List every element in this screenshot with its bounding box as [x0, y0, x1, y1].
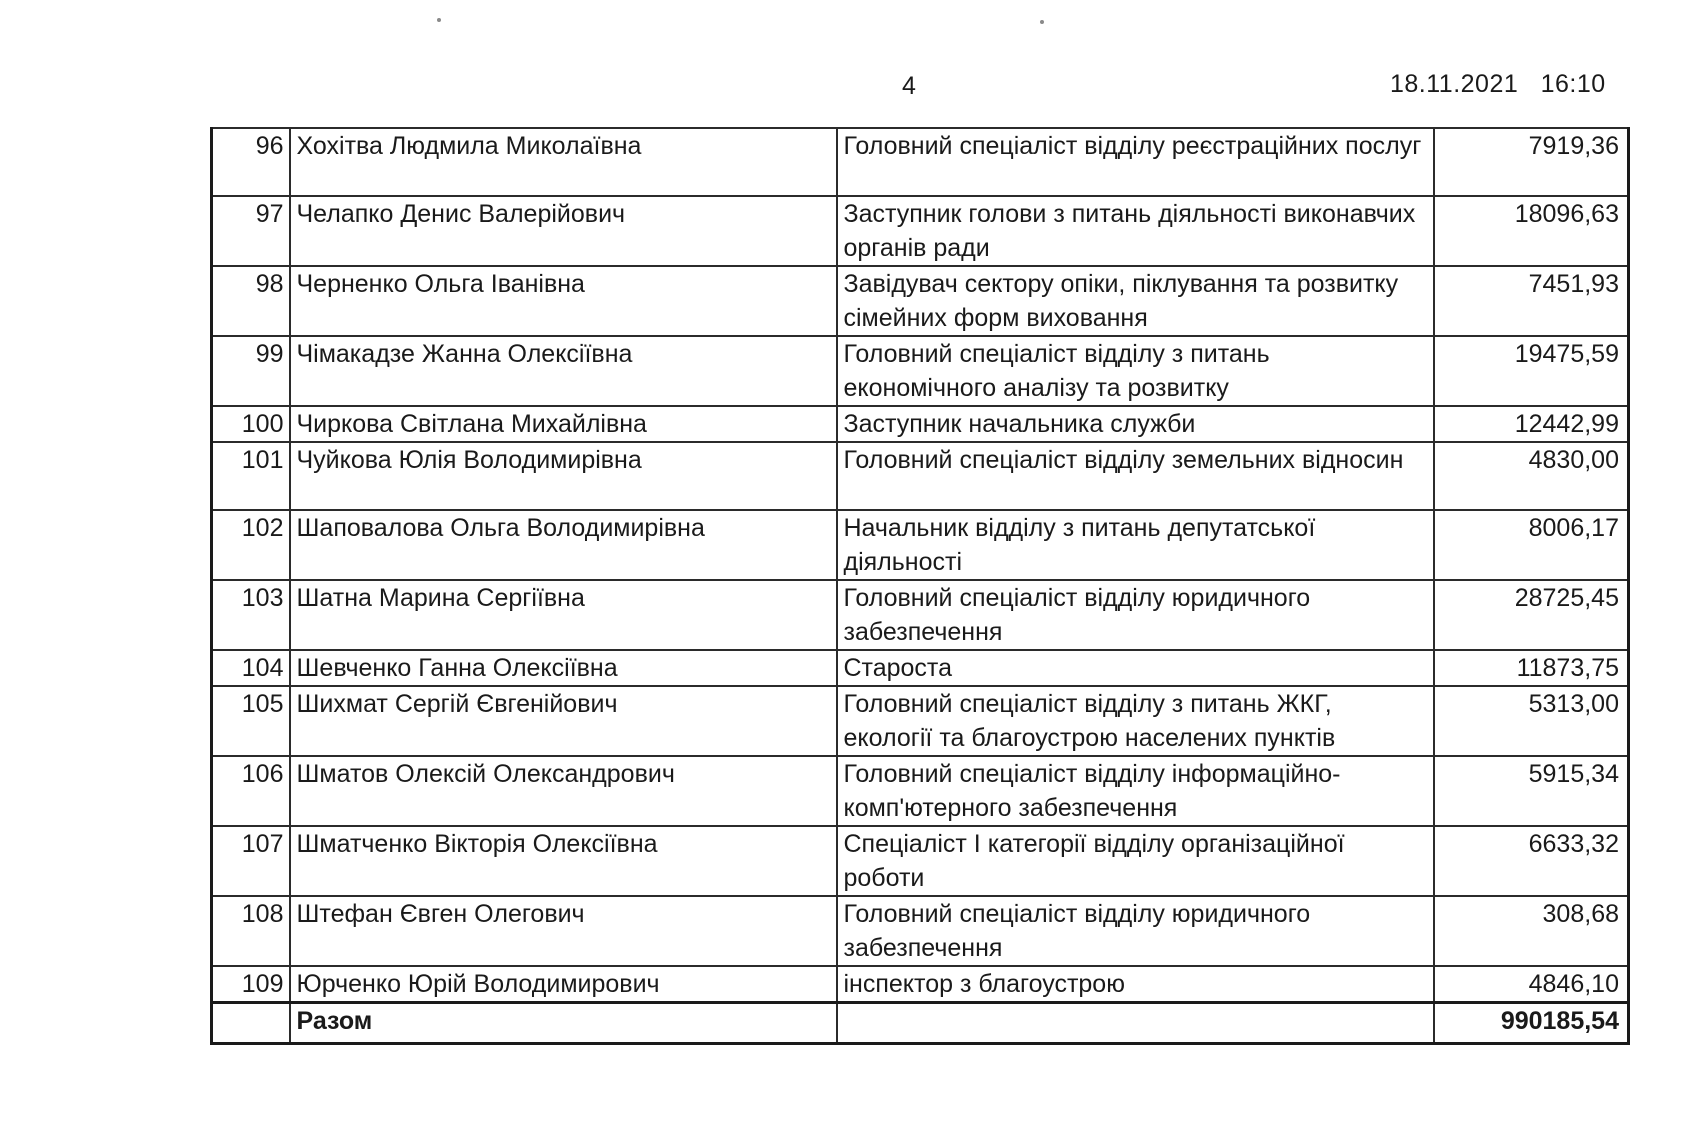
- employee-name: Шматов Олексій Олександрович: [290, 756, 837, 826]
- employee-position: Головний спеціаліст відділу з питань ЖКГ, екології та благоустрою населених пунктів: [837, 686, 1434, 756]
- employee-position: Завідувач сектору опіки, піклування та розвитку сімейних форм виховання: [837, 266, 1434, 336]
- employee-position: Головний спеціаліст відділу юридичного забезпечення: [837, 580, 1434, 650]
- employee-name: Хохітва Людмила Миколаївна: [290, 128, 837, 196]
- row-number: 105: [212, 686, 290, 756]
- payment-amount: 7919,36: [1434, 128, 1629, 196]
- row-number: 99: [212, 336, 290, 406]
- row-number: 104: [212, 650, 290, 686]
- table-row: [212, 266, 1629, 336]
- payment-amount: 19475,59: [1434, 336, 1629, 406]
- employee-name: Шатна Марина Сергіївна: [290, 580, 837, 650]
- table-row: [212, 756, 1629, 826]
- employee-name: Шматченко Вікторія Олексіївна: [290, 826, 837, 896]
- row-number: 106: [212, 756, 290, 826]
- total-amount: 990185,54: [1434, 1003, 1629, 1044]
- payment-amount: 28725,45: [1434, 580, 1629, 650]
- table-row: [212, 686, 1629, 756]
- payment-amount: 8006,17: [1434, 510, 1629, 580]
- row-number: 102: [212, 510, 290, 580]
- table-row: [212, 650, 1629, 686]
- table-row: [212, 128, 1629, 196]
- employee-position: Головний спеціаліст відділу земельних відносин: [837, 442, 1434, 510]
- row-number: 96: [212, 128, 290, 196]
- payment-amount: 5313,00: [1434, 686, 1629, 756]
- employee-name: Чімакадзе Жанна Олексіївна: [290, 336, 837, 406]
- total-position-cell: [837, 1003, 1434, 1044]
- total-label: Разом: [290, 1003, 837, 1044]
- employee-position: Начальник відділу з питань депутатської діяльності: [837, 510, 1434, 580]
- employee-position: Головний спеціаліст відділу з питань економічного аналізу та розвитку: [837, 336, 1434, 406]
- payment-amount: 18096,63: [1434, 196, 1629, 266]
- payment-amount: 4830,00: [1434, 442, 1629, 510]
- employee-position: Заступник начальника служби: [837, 406, 1434, 442]
- payment-amount: 12442,99: [1434, 406, 1629, 442]
- payment-amount: 6633,32: [1434, 826, 1629, 896]
- employee-name: Чуйкова Юлія Володимирівна: [290, 442, 837, 510]
- row-number: 101: [212, 442, 290, 510]
- table-row: [212, 966, 1629, 1003]
- employee-name: Шихмат Сергій Євгенійович: [290, 686, 837, 756]
- employee-name: Шевченко Ганна Олексіївна: [290, 650, 837, 686]
- row-number: 109: [212, 966, 290, 1003]
- payment-amount: 11873,75: [1434, 650, 1629, 686]
- table-row: [212, 580, 1629, 650]
- employee-position: Спеціаліст І категорії відділу організаційної роботи: [837, 826, 1434, 896]
- table-row: [212, 826, 1629, 896]
- row-number: 107: [212, 826, 290, 896]
- scan-speck: [1040, 20, 1044, 24]
- total-number-cell: [212, 1003, 290, 1044]
- employee-position: Староста: [837, 650, 1434, 686]
- employee-position: Заступник голови з питань діяльності виконавчих органів ради: [837, 196, 1434, 266]
- table-row: [212, 510, 1629, 580]
- scan-speck: [437, 18, 441, 22]
- row-number: 100: [212, 406, 290, 442]
- row-number: 103: [212, 580, 290, 650]
- employee-position: інспектор з благоустрою: [837, 966, 1434, 1003]
- employee-name: Черненко Ольга Іванівна: [290, 266, 837, 336]
- payment-amount: 5915,34: [1434, 756, 1629, 826]
- table-row: [212, 196, 1629, 266]
- table-row: [212, 896, 1629, 966]
- employee-name: Челапко Денис Валерійович: [290, 196, 837, 266]
- employee-name: Чиркова Світлана Михайлівна: [290, 406, 837, 442]
- row-number: 108: [212, 896, 290, 966]
- total-row: [212, 1003, 1629, 1044]
- table-row: [212, 336, 1629, 406]
- employee-position: Головний спеціаліст відділу юридичного забезпечення: [837, 896, 1434, 966]
- employee-name: Штефан Євген Олегович: [290, 896, 837, 966]
- page-number: 4: [902, 72, 916, 100]
- salary-table: [210, 127, 1627, 1045]
- payment-amount: 4846,10: [1434, 966, 1629, 1003]
- row-number: 98: [212, 266, 290, 336]
- employee-position: Головний спеціаліст відділу реєстраційних послуг: [837, 128, 1434, 196]
- employee-name: Шаповалова Ольга Володимирівна: [290, 510, 837, 580]
- row-number: 97: [212, 196, 290, 266]
- table-row: [212, 442, 1629, 510]
- salary-table-grid: [210, 127, 1630, 1045]
- employee-position: Головний спеціаліст відділу інформаційно-комп'ютерного забезпечення: [837, 756, 1434, 826]
- print-date-time: 18.11.2021 16:10: [1390, 70, 1606, 98]
- employee-name: Юрченко Юрій Володимирович: [290, 966, 837, 1003]
- table-row: [212, 406, 1629, 442]
- payment-amount: 308,68: [1434, 896, 1629, 966]
- payment-amount: 7451,93: [1434, 266, 1629, 336]
